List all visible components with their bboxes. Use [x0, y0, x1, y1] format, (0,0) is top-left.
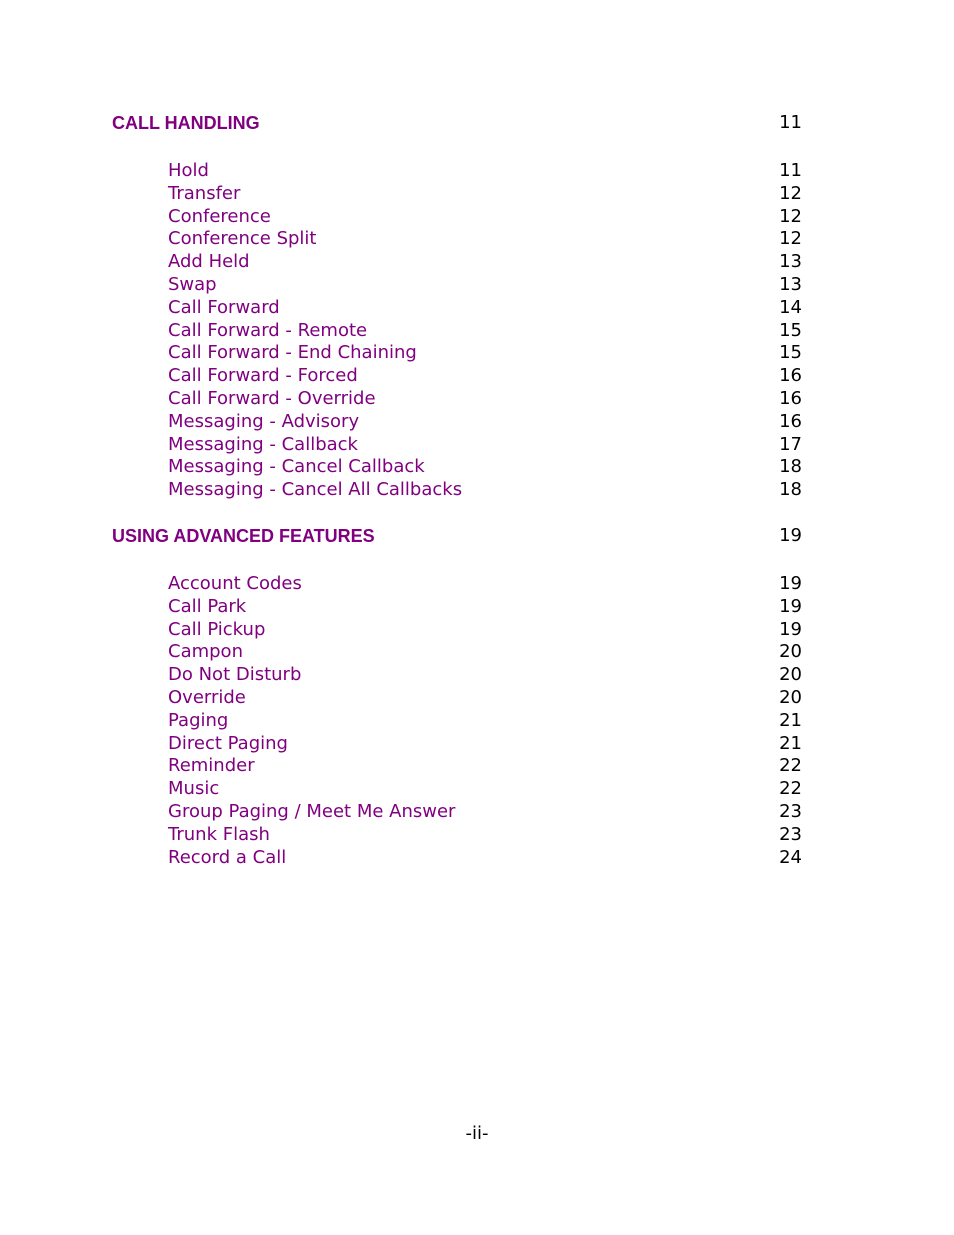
toc-entry[interactable]	[168, 342, 802, 365]
toc-entry[interactable]	[168, 824, 802, 847]
toc-entry-label[interactable]: Call Forward - Remote	[168, 319, 368, 341]
toc-entry-page: 19	[779, 595, 802, 617]
toc-entry-page: 16	[779, 365, 802, 387]
toc-entry-label[interactable]: Messaging - Callback	[168, 433, 358, 455]
toc-entry[interactable]	[168, 434, 802, 457]
toc-entry-page: 22	[779, 755, 802, 777]
toc-entry[interactable]	[168, 619, 802, 642]
toc-entry-page: 23	[779, 823, 802, 845]
toc-entry-page: 18	[779, 479, 802, 501]
toc-entry-page: 16	[779, 410, 802, 432]
section-title[interactable]: USING ADVANCED FEATURES	[112, 526, 375, 546]
toc-entry-label[interactable]: Record a Call	[168, 846, 287, 868]
toc-entry-label[interactable]: Messaging - Advisory	[168, 410, 360, 432]
toc-entry-page: 13	[779, 251, 802, 273]
toc-entry[interactable]	[168, 573, 802, 596]
toc-entry[interactable]	[168, 320, 802, 343]
toc-entry[interactable]	[168, 411, 802, 434]
toc-entry-label[interactable]: Call Park	[168, 595, 247, 617]
toc-entry-label[interactable]: Swap	[168, 273, 217, 295]
toc-entry[interactable]	[168, 479, 802, 502]
toc-entry-label[interactable]: Add Held	[168, 251, 250, 273]
toc-entry-page: 17	[779, 433, 802, 455]
toc-entry-label[interactable]: Call Forward - End Chaining	[168, 342, 417, 364]
toc-entry-page: 22	[779, 778, 802, 800]
toc-entry[interactable]	[168, 251, 802, 274]
toc-entry[interactable]	[168, 778, 802, 801]
toc-entry[interactable]	[168, 641, 802, 664]
toc-entry-page: 24	[779, 846, 802, 868]
toc-entry[interactable]	[168, 687, 802, 710]
toc-entry[interactable]	[168, 206, 802, 229]
toc-entry-label[interactable]: Call Forward - Forced	[168, 365, 358, 387]
toc-entry-label[interactable]: Reminder	[168, 755, 255, 777]
toc-entry-page: 21	[779, 732, 802, 754]
toc-entry[interactable]	[168, 160, 802, 183]
toc-entry-label[interactable]: Do Not Disturb	[168, 664, 302, 686]
toc-entry[interactable]	[168, 274, 802, 297]
section-page-number: 11	[779, 112, 802, 133]
toc-entry-page: 18	[779, 456, 802, 478]
toc-entry-page: 21	[779, 709, 802, 731]
toc-entry-list	[168, 573, 802, 869]
toc-section-heading[interactable]	[112, 524, 802, 548]
toc-entry[interactable]	[168, 365, 802, 388]
toc-entry-page: 20	[779, 664, 802, 686]
toc-entry-label[interactable]: Conference	[168, 205, 271, 227]
toc-entry-label[interactable]: Direct Paging	[168, 732, 288, 754]
toc-entry-page: 23	[779, 800, 802, 822]
toc-entry[interactable]	[168, 388, 802, 411]
toc-entry-label[interactable]: Messaging - Cancel All Callbacks	[168, 479, 463, 501]
toc-entry-label[interactable]: Paging	[168, 709, 229, 731]
toc-entry-page: 15	[779, 319, 802, 341]
toc-entry-label[interactable]: Transfer	[168, 182, 241, 204]
toc-entry-page: 20	[779, 641, 802, 663]
toc-entry-page: 12	[779, 182, 802, 204]
toc-entry-page: 19	[779, 573, 802, 594]
toc-section-heading[interactable]	[112, 111, 802, 135]
toc-entry-page: 15	[779, 342, 802, 364]
toc-entry-list	[168, 160, 802, 502]
toc-entry-page: 16	[779, 387, 802, 409]
toc-entry[interactable]	[168, 456, 802, 479]
page-footer-number: -ii-	[465, 1123, 489, 1144]
toc-entry-page: 14	[779, 296, 802, 318]
toc-entry-label[interactable]: Call Forward	[168, 296, 280, 318]
toc-entry-label[interactable]: Conference Split	[168, 228, 317, 250]
toc-entry[interactable]	[168, 847, 802, 870]
toc-entry[interactable]	[168, 664, 802, 687]
toc-entry-page: 13	[779, 273, 802, 295]
toc-entry[interactable]	[168, 733, 802, 756]
toc-entry[interactable]	[168, 183, 802, 206]
toc-entry-label[interactable]: Trunk Flash	[168, 823, 270, 845]
toc-entry[interactable]	[168, 297, 802, 320]
toc-entry-page: 11	[779, 160, 802, 181]
toc-entry[interactable]	[168, 801, 802, 824]
toc-entry[interactable]	[168, 755, 802, 778]
toc-entry-page: 12	[779, 228, 802, 250]
toc-entry-label[interactable]: Group Paging / Meet Me Answer	[168, 800, 456, 822]
toc-entry-label[interactable]: Hold	[168, 160, 209, 181]
toc-entry-page: 20	[779, 686, 802, 708]
toc-entry-page: 19	[779, 618, 802, 640]
section-title[interactable]: CALL HANDLING	[112, 113, 260, 133]
toc-entry-page: 12	[779, 205, 802, 227]
toc-entry-label[interactable]: Campon	[168, 641, 243, 663]
toc-entry-label[interactable]: Call Forward - Override	[168, 387, 376, 409]
toc-entry[interactable]	[168, 710, 802, 733]
section-page-number: 19	[779, 525, 802, 546]
toc-entry[interactable]	[168, 228, 802, 251]
toc-entry-label[interactable]: Account Codes	[168, 573, 302, 594]
toc-entry-label[interactable]: Call Pickup	[168, 618, 266, 640]
toc-entry-label[interactable]: Override	[168, 686, 246, 708]
toc-entry[interactable]	[168, 596, 802, 619]
toc-entry-label[interactable]: Messaging - Cancel Callback	[168, 456, 425, 478]
toc-entry-label[interactable]: Music	[168, 778, 220, 800]
